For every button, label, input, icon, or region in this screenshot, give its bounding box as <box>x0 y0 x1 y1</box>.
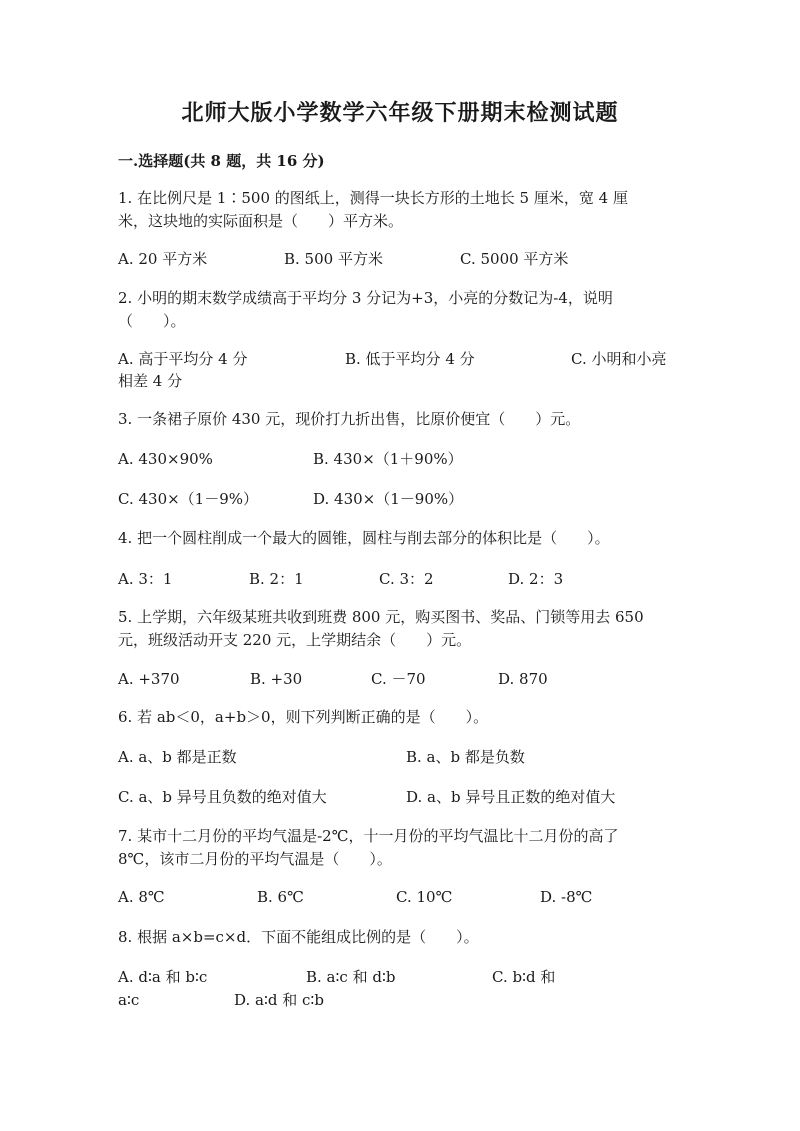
option-c[interactable]: C. b∶d 和 <box>492 968 556 986</box>
question-text: 8℃，该市二月份的平均气温是（ ）。 <box>118 850 392 868</box>
option-b[interactable]: B. +30 <box>250 670 303 688</box>
option-a[interactable]: A. 3：1 <box>118 570 173 588</box>
option-b[interactable]: B. 6℃ <box>257 888 304 906</box>
page-title: 北师大版小学数学六年级下册期末检测试题 <box>181 100 619 126</box>
question-text: 6. 若 ab＜0，a+b＞0，则下列判断正确的是（ ）。 <box>118 708 489 726</box>
option-b[interactable]: B. a∶c 和 d∶b <box>306 968 396 986</box>
option-a[interactable]: A. a、b 都是正数 <box>118 748 237 766</box>
option-d[interactable]: D. a、b 异号且正数的绝对值大 <box>406 788 616 806</box>
option-c[interactable]: C. 3：2 <box>379 570 434 588</box>
option-c[interactable]: C. 小明和小亮 <box>571 350 667 368</box>
option-a[interactable]: A. 高于平均分 4 分 <box>118 350 248 368</box>
option-b[interactable]: B. 2：1 <box>249 570 304 588</box>
option-c[interactable]: C. －70 <box>371 670 426 688</box>
question-text: （ ）。 <box>118 312 186 330</box>
option-d[interactable]: D. a∶d 和 c∶b <box>234 991 324 1009</box>
option-c[interactable]: C. 10℃ <box>396 888 453 906</box>
option-a[interactable]: A. +370 <box>118 670 180 688</box>
question-text: 2. 小明的期末数学成绩高于平均分 3 分记为+3，小亮的分数记为-4，说明 <box>118 289 613 307</box>
question-text: 4. 把一个圆柱削成一个最大的圆锥，圆柱与削去部分的体积比是（ ）。 <box>118 529 610 547</box>
question-text: 3. 一条裙子原价 430 元，现价打九折出售，比原价便宜（ ）元。 <box>118 410 581 428</box>
section-heading: 一.选择题(共 8 题，共 16 分) <box>118 152 325 170</box>
option-b[interactable]: B. 500 平方米 <box>284 250 383 268</box>
question-text: 1. 在比例尺是 1∶500 的图纸上，测得一块长方形的土地长 5 厘米，宽 4 厘 <box>118 189 628 207</box>
option-c[interactable]: C. 430×（1－9%） <box>118 490 259 508</box>
option-d[interactable]: D. 2：3 <box>508 570 564 588</box>
question-text: 7. 某市十二月份的平均气温是-2℃，十一月份的平均气温比十二月份的高了 <box>118 827 619 845</box>
question-text: 米，这块地的实际面积是（ ）平方米。 <box>118 212 404 230</box>
option-b[interactable]: B. a、b 都是负数 <box>406 748 525 766</box>
option-a[interactable]: A. d∶a 和 b∶c <box>118 968 208 986</box>
option-c[interactable]: C. a、b 异号且负数的绝对值大 <box>118 788 327 806</box>
option-a[interactable]: A. 430×90% <box>118 450 213 468</box>
option-c-continued: a∶c <box>118 991 140 1009</box>
option-a[interactable]: A. 8℃ <box>118 888 165 906</box>
option-a[interactable]: A. 20 平方米 <box>118 250 208 268</box>
option-b[interactable]: B. 低于平均分 4 分 <box>345 350 475 368</box>
option-d[interactable]: D. 870 <box>498 670 548 688</box>
option-c[interactable]: C. 5000 平方米 <box>460 250 569 268</box>
question-text: 5. 上学期，六年级某班共收到班费 800 元，购买图书、奖品、门锁等用去 650 <box>118 608 644 626</box>
option-d[interactable]: D. 430×（1－90%） <box>313 490 464 508</box>
option-b[interactable]: B. 430×（1＋90%） <box>313 450 463 468</box>
option-d[interactable]: D. -8℃ <box>540 888 593 906</box>
question-text: 元，班级活动开支 220 元，上学期结余（ ）元。 <box>118 631 472 649</box>
option-c-continued: 相差 4 分 <box>118 372 183 390</box>
question-text: 8. 根据 a×b=c×d．下面不能组成比例的是（ ）。 <box>118 928 479 946</box>
